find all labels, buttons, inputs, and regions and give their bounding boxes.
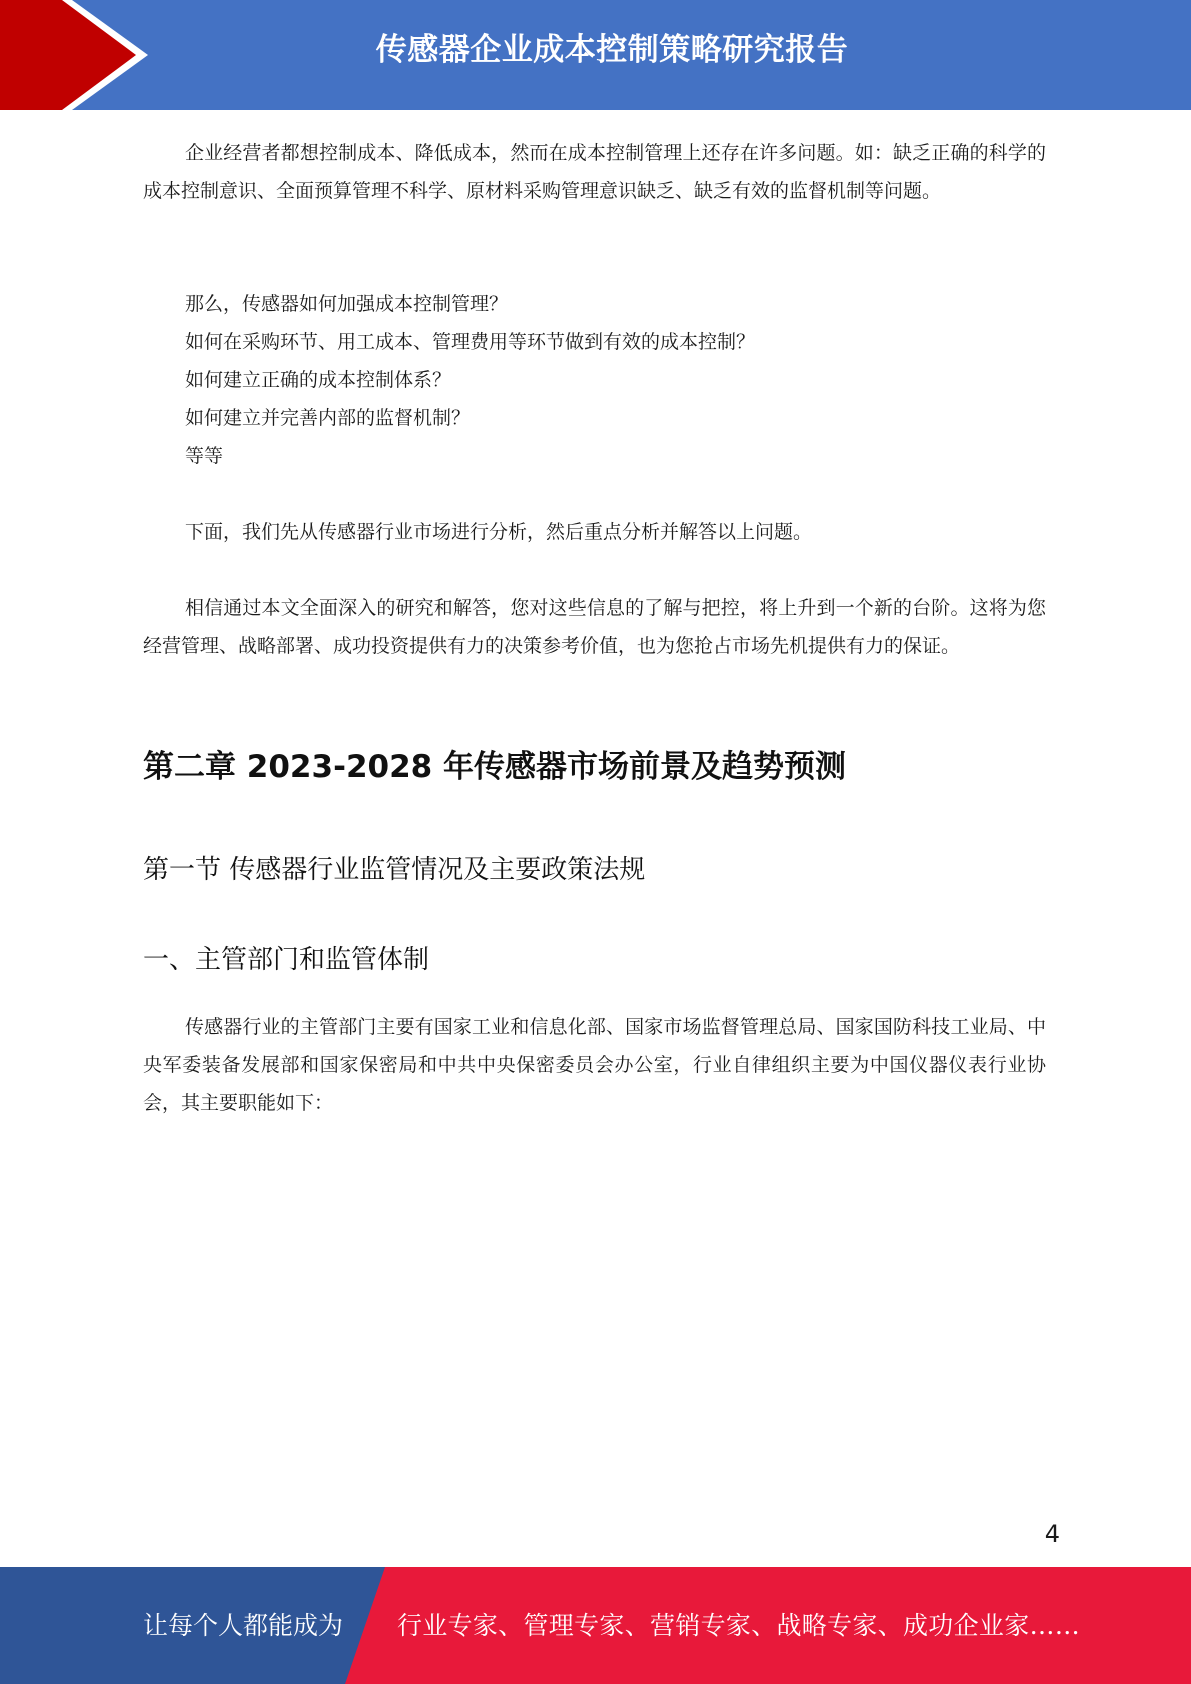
question-line: 如何建立并完善内部的监督机制？: [185, 407, 471, 429]
chapter-heading: 第二章 2023-2028 年传感器市场前景及趋势预测: [143, 749, 847, 785]
footer-slogan-left: 让每个人都能成为: [143, 1611, 344, 1640]
regulator-paragraph: 传感器行业的主管部门主要有国家工业和信息化部、国家市场监督管理总局、国家国防科技工业局、中央军委装备发展部和国家保密局和中共中央保密委员会办公室，行业自律组织主要为中国仪器仪表行业协会，其主要职能如下：: [143, 1016, 1046, 1114]
intro-paragraph: 企业经营者都想控制成本、降低成本，然而在成本控制管理上还存在许多问题。如：缺乏正确的科学的成本控制意识、全面预算管理不科学、原材料采购管理意识缺乏、缺乏有效的监督机制等问题。: [143, 142, 1046, 202]
question-line: 如何建立正确的成本控制体系？: [185, 369, 452, 391]
report-title: 传感器企业成本控制策略研究报告: [375, 32, 849, 68]
footer-slogan-right: 行业专家、管理专家、营销专家、战略专家、成功企业家……: [397, 1611, 1081, 1640]
section-heading: 第一节 传感器行业监管情况及主要政策法规: [143, 855, 646, 885]
analysis-paragraph: 下面，我们先从传感器行业市场进行分析，然后重点分析并解答以上问题。: [185, 521, 813, 543]
question-line: 等等: [185, 445, 224, 467]
footer-banner: [0, 1567, 1191, 1684]
question-line: 那么，传感器如何加强成本控制管理？: [185, 293, 509, 315]
header-banner: [0, 0, 1191, 110]
question-line: 如何在采购环节、用工成本、管理费用等环节做到有效的成本控制？: [185, 331, 756, 353]
page-number: 4: [1044, 1520, 1060, 1548]
value-paragraph: 相信通过本文全面深入的研究和解答，您对这些信息的了解与把控，将上升到一个新的台阶。这将为您经营管理、战略部署、成功投资提供有力的决策参考价值，也为您抢占市场先机提供有力的保证。: [143, 597, 1046, 657]
subsection-heading: 一、主管部门和监管体制: [143, 945, 430, 975]
